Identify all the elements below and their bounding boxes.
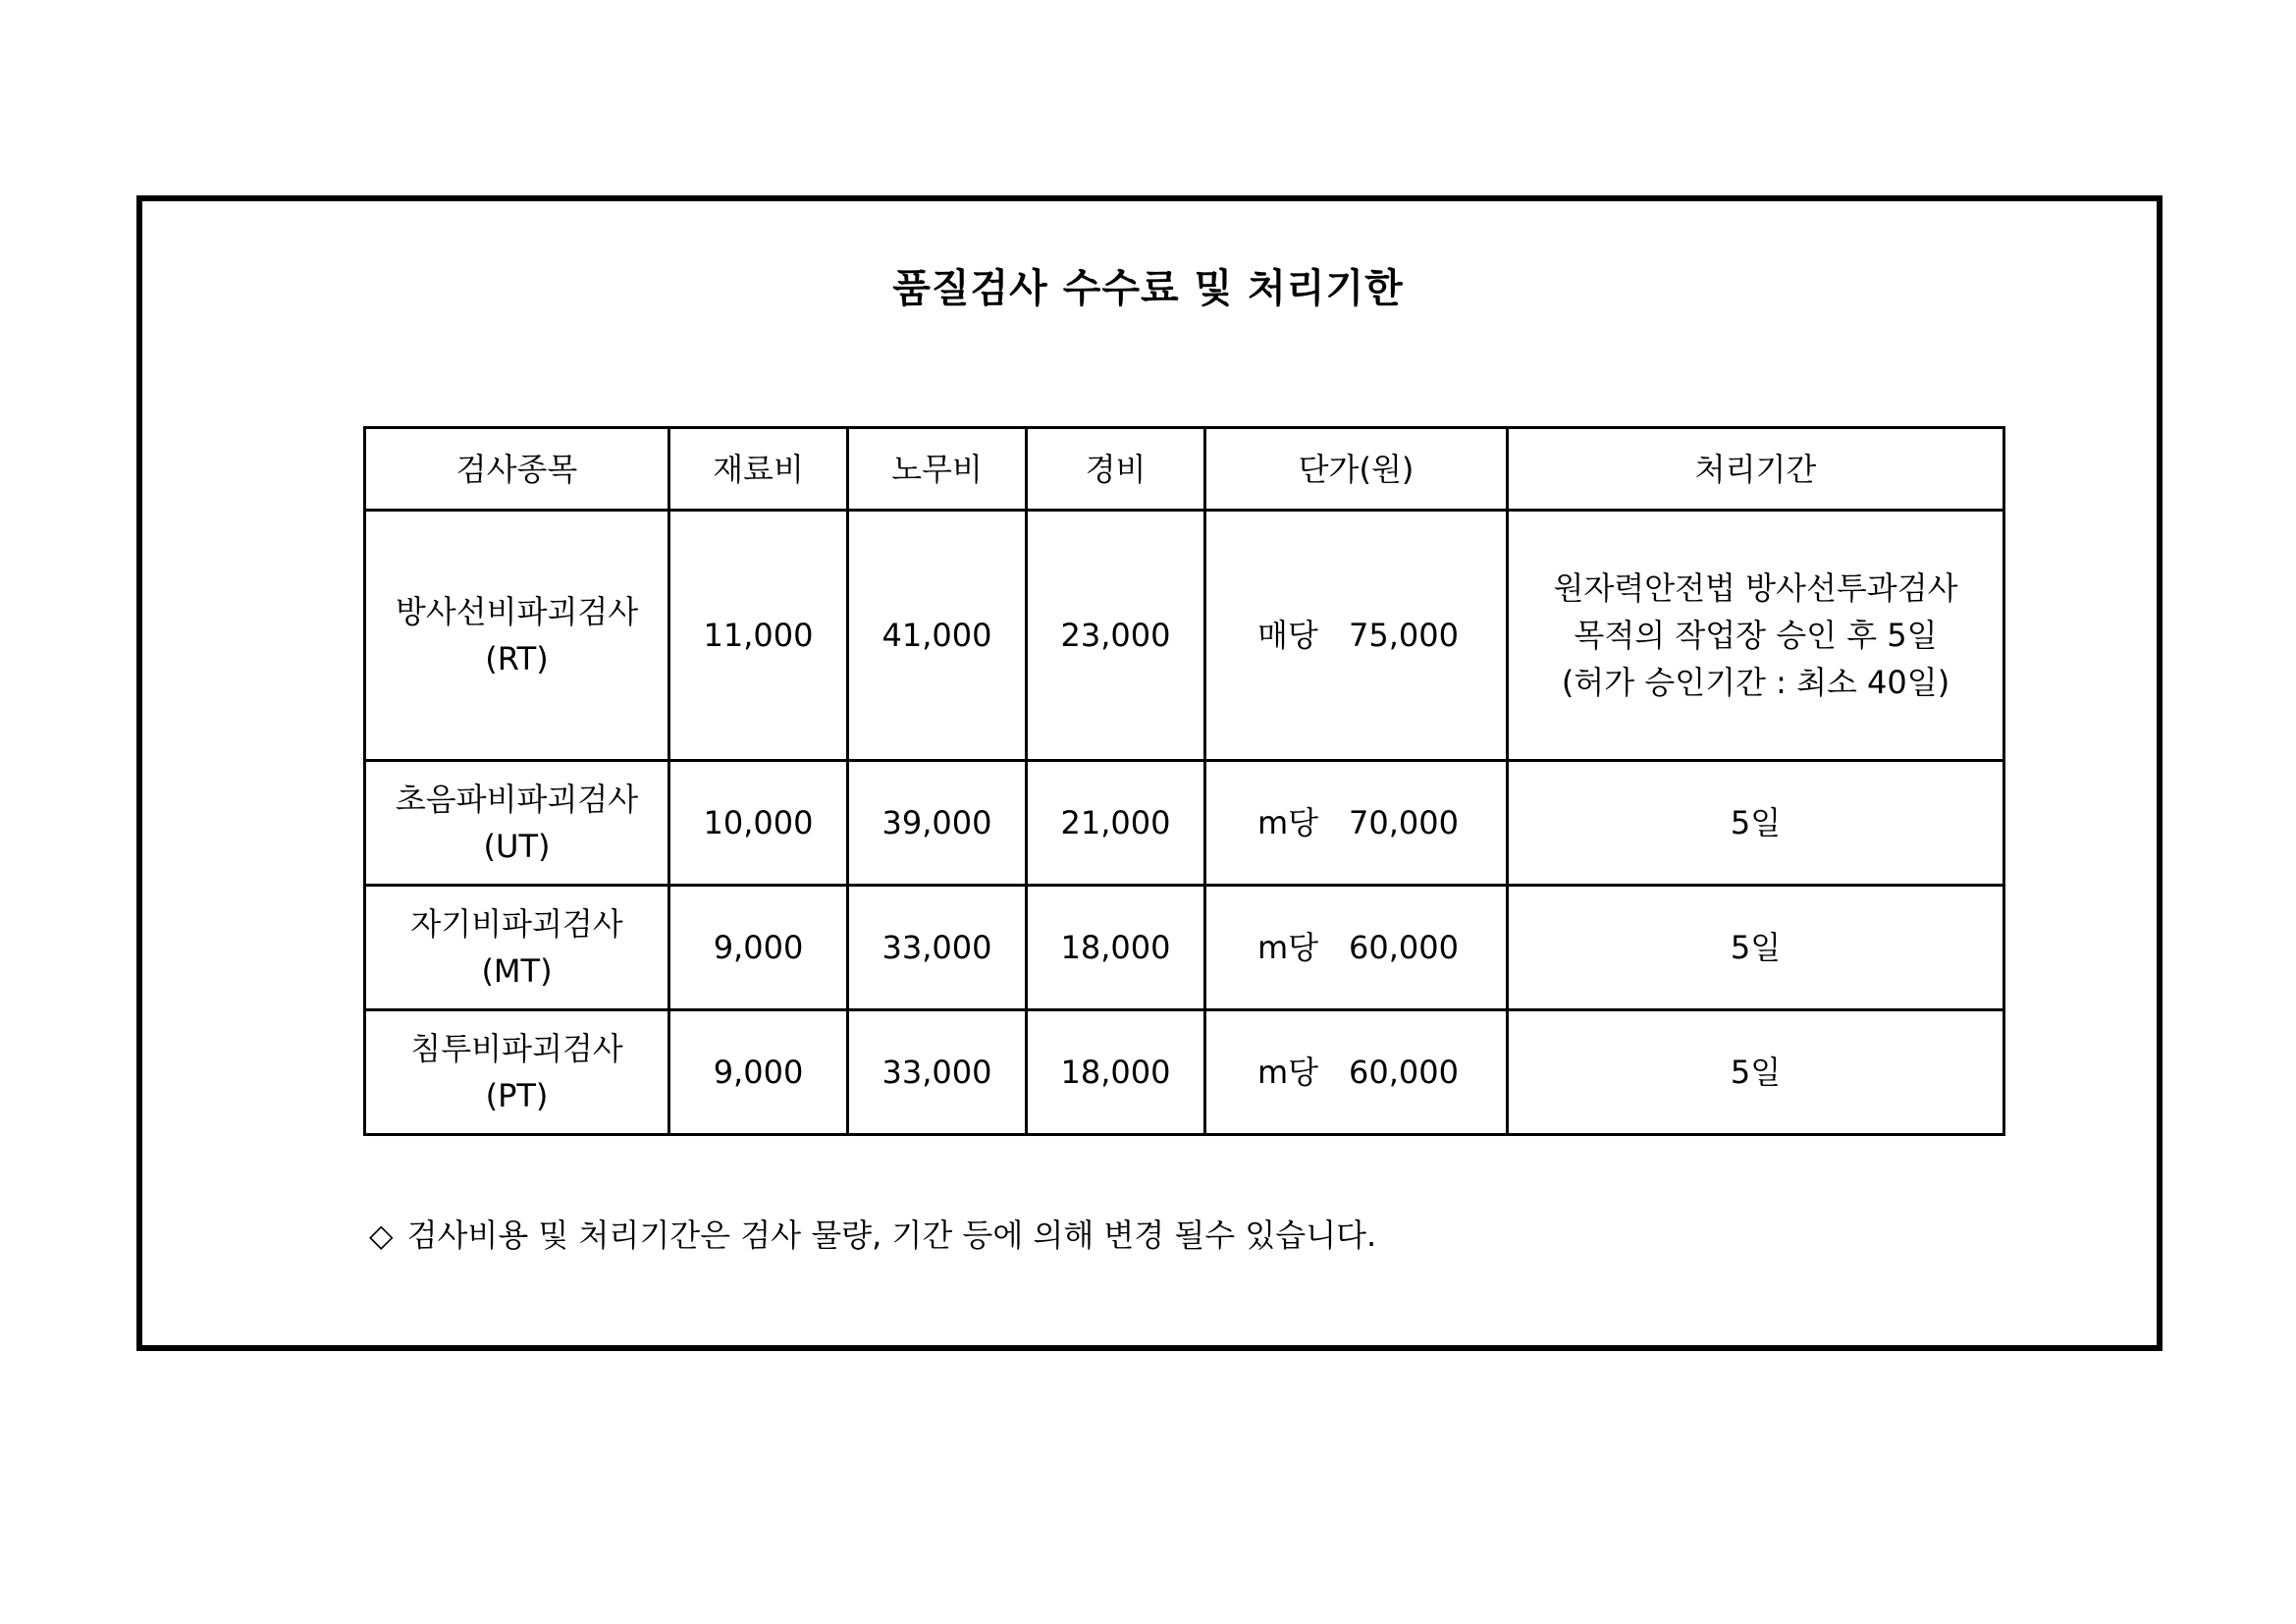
- unit-price-cell: [1205, 511, 1508, 761]
- unit-price-cell: [1205, 1010, 1508, 1135]
- price-unit: m당: [1257, 804, 1319, 841]
- header-labor-cost: 노무비: [848, 428, 1027, 511]
- inspection-item-code: (MT): [481, 952, 553, 990]
- material-cost-cell: 11,000: [669, 511, 848, 761]
- table-row: [365, 1010, 2004, 1135]
- material-cost-cell: 10,000: [669, 761, 848, 886]
- period-line: (허가 승인기간 : 최소 40일): [1561, 664, 1950, 701]
- inspection-item-cell: [365, 761, 669, 886]
- inspection-item-cell: [365, 511, 669, 761]
- unit-price-cell: [1205, 761, 1508, 886]
- table-row: [365, 511, 2004, 761]
- price-unit: 매당: [1257, 617, 1318, 654]
- inspection-item-code: (PT): [485, 1077, 549, 1114]
- price-value: 60,000: [1349, 929, 1459, 966]
- material-cost-cell: 9,000: [669, 886, 848, 1010]
- expense-cell: 18,000: [1027, 886, 1205, 1010]
- period-line: 목적의 작업장 승인 후 5일: [1574, 617, 1938, 654]
- inspection-item-name: 침투비파괴검사: [410, 1030, 623, 1067]
- unit-price-cell: [1205, 886, 1508, 1010]
- processing-period-cell: 5일: [1508, 1010, 2004, 1135]
- expense-cell: 18,000: [1027, 1010, 1205, 1135]
- price-value: 60,000: [1349, 1054, 1459, 1091]
- table-header-row: [365, 428, 2004, 511]
- inspection-item-name: 초음파비파괴검사: [395, 781, 639, 818]
- processing-period-cell: 5일: [1508, 761, 2004, 886]
- inspection-item-name: 자기비파괴검사: [410, 905, 623, 943]
- footnote: [369, 1212, 1376, 1259]
- inspection-item-code: (UT): [483, 828, 551, 865]
- labor-cost-cell: 33,000: [848, 1010, 1027, 1135]
- table-row: [365, 886, 2004, 1010]
- period-line: 원자력안전법 방사선투과검사: [1553, 569, 1958, 607]
- fee-table: [363, 426, 2005, 1136]
- inspection-item-cell: [365, 1010, 669, 1135]
- expense-cell: 23,000: [1027, 511, 1205, 761]
- price-unit: m당: [1257, 1054, 1319, 1091]
- expense-cell: 21,000: [1027, 761, 1205, 886]
- header-expense: 경비: [1027, 428, 1205, 511]
- price-value: 70,000: [1349, 804, 1459, 841]
- table-row: [365, 761, 2004, 886]
- labor-cost-cell: 41,000: [848, 511, 1027, 761]
- footnote-text: 검사비용 및 처리기간은 검사 물량, 기간 등에 의해 변경 될수 있습니다.: [406, 1217, 1377, 1254]
- diamond-icon: ◇: [369, 1217, 394, 1254]
- labor-cost-cell: 33,000: [848, 886, 1027, 1010]
- header-processing-period: 처리기간: [1508, 428, 2004, 511]
- inspection-item-name: 방사선비파괴검사: [395, 593, 639, 630]
- page-title: 품질검사 수수료 및 처리기한: [892, 266, 1404, 311]
- inspection-item-cell: [365, 886, 669, 1010]
- inspection-item-code: (RT): [485, 640, 549, 677]
- processing-period-cell: 5일: [1508, 886, 2004, 1010]
- price-value: 75,000: [1349, 617, 1459, 654]
- header-unit-price: 단가(원): [1205, 428, 1508, 511]
- price-unit: m당: [1257, 929, 1319, 966]
- processing-period-cell: [1508, 511, 2004, 761]
- header-material-cost: 재료비: [669, 428, 848, 511]
- header-inspection-item: 검사종목: [365, 428, 669, 511]
- labor-cost-cell: 39,000: [848, 761, 1027, 886]
- material-cost-cell: 9,000: [669, 1010, 848, 1135]
